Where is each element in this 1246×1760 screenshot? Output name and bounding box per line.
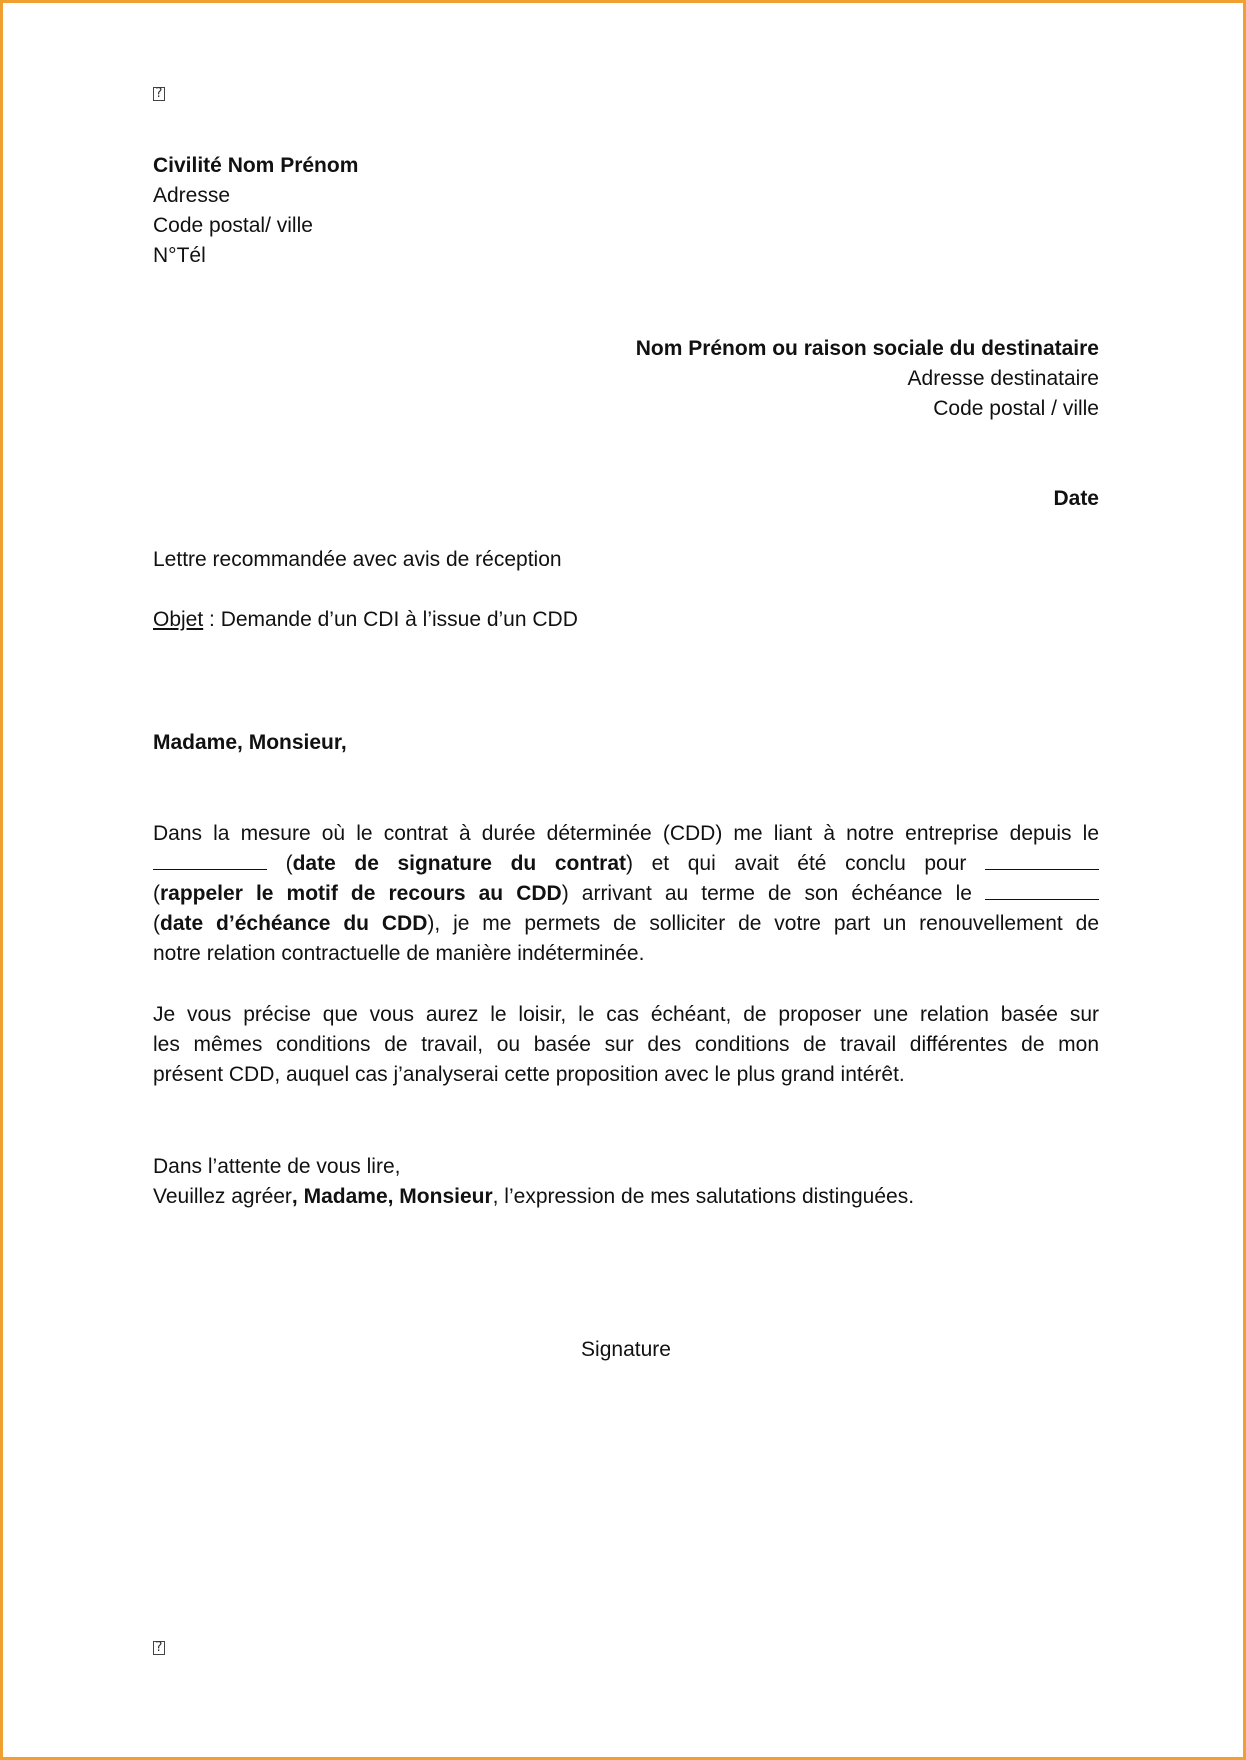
recipient-city: Code postal / ville — [933, 397, 1099, 420]
missing-glyph-icon: ? — [153, 87, 165, 101]
object-text: : Demande d’un CDI à l’issue d’un CDD — [203, 608, 578, 631]
sender-address: Adresse — [153, 184, 231, 207]
signature-block — [153, 1335, 1099, 1365]
closing-addressee: , Madame, Monsieur — [291, 1185, 493, 1208]
sender-name: Civilité Nom Prénom — [153, 154, 359, 177]
sender-phone: N°Tél — [153, 244, 206, 267]
delivery-mode-text: Lettre recommandée avec avis de réception — [153, 548, 562, 571]
closing-block — [153, 1152, 914, 1212]
paragraph-2-line-3: présent CDD, auquel cas j’analyserai cette proposition avec le plus grand intérêt. — [153, 1063, 905, 1086]
paragraph-2-line-1-text: Je vous précise que vous aurez le loisir, le cas échéant, de proposer une relation basée sur — [153, 1003, 1099, 1026]
paren-open: ( — [267, 852, 293, 875]
sender-city: Code postal/ ville — [153, 214, 313, 237]
recipient-block — [499, 334, 1099, 424]
closing-line-2 — [153, 1182, 914, 1212]
closing-line-1: Dans l’attente de vous lire, — [153, 1155, 401, 1178]
paragraph-2-line-2-text: les mêmes conditions de travail, ou basée sur des conditions de travail différentes de mon — [153, 1033, 1099, 1056]
paragraph-1-line-3 — [153, 879, 1099, 909]
object-line — [153, 605, 578, 635]
signature-date-placeholder: date de signature du contrat — [292, 852, 627, 875]
end-date-placeholder: date d’échéance du CDD — [160, 912, 428, 935]
object-label: Objet — [153, 608, 204, 631]
paragraph-2-line-2 — [153, 1030, 1099, 1060]
blank-field — [153, 851, 267, 870]
blank-field — [985, 851, 1099, 870]
paragraph-1-line-2-text: ) et qui avait été conclu pour — [626, 852, 967, 875]
date-label: Date — [1053, 487, 1099, 510]
recipient-name: Nom Prénom ou raison sociale du destinataire — [635, 337, 1099, 360]
delivery-mode — [153, 545, 562, 575]
sender-block — [153, 151, 358, 271]
date-block — [799, 484, 1099, 514]
paragraph-1-line-2 — [153, 849, 1099, 879]
paragraph-1-line-4-text: ), je me permets de solliciter de votre part un renouvellement de — [427, 912, 1099, 935]
paragraph-1-line-3-text: ) arrivant au terme de son échéance le — [561, 882, 972, 905]
closing-line-2-start: Veuillez agréer — [153, 1185, 292, 1208]
paragraph-1-line-4 — [153, 909, 1099, 939]
motive-placeholder: rappeler le motif de recours au CDD — [160, 882, 562, 905]
paragraph-2-line-1 — [153, 1000, 1099, 1030]
paren-open: ( — [153, 882, 160, 905]
blank-field — [985, 881, 1099, 900]
paragraph-1-line-1-text: Dans la mesure où le contrat à durée déterminée (CDD) me liant à notre entreprise depuis le — [153, 822, 1099, 845]
closing-line-2-end: , l’expression de mes salutations distinguées. — [492, 1185, 915, 1208]
paragraph-2 — [153, 1000, 1099, 1090]
paragraph-1 — [153, 819, 1099, 969]
salutation-text: Madame, Monsieur, — [153, 731, 347, 754]
paren-open: ( — [153, 912, 160, 935]
signature-label: Signature — [581, 1338, 671, 1361]
recipient-address: Adresse destinataire — [907, 367, 1099, 390]
salutation — [153, 728, 347, 758]
paragraph-1-line-1 — [153, 819, 1099, 849]
missing-glyph-icon: ? — [153, 1641, 165, 1655]
paragraph-1-line-5: notre relation contractuelle de manière indéterminée. — [153, 942, 645, 965]
